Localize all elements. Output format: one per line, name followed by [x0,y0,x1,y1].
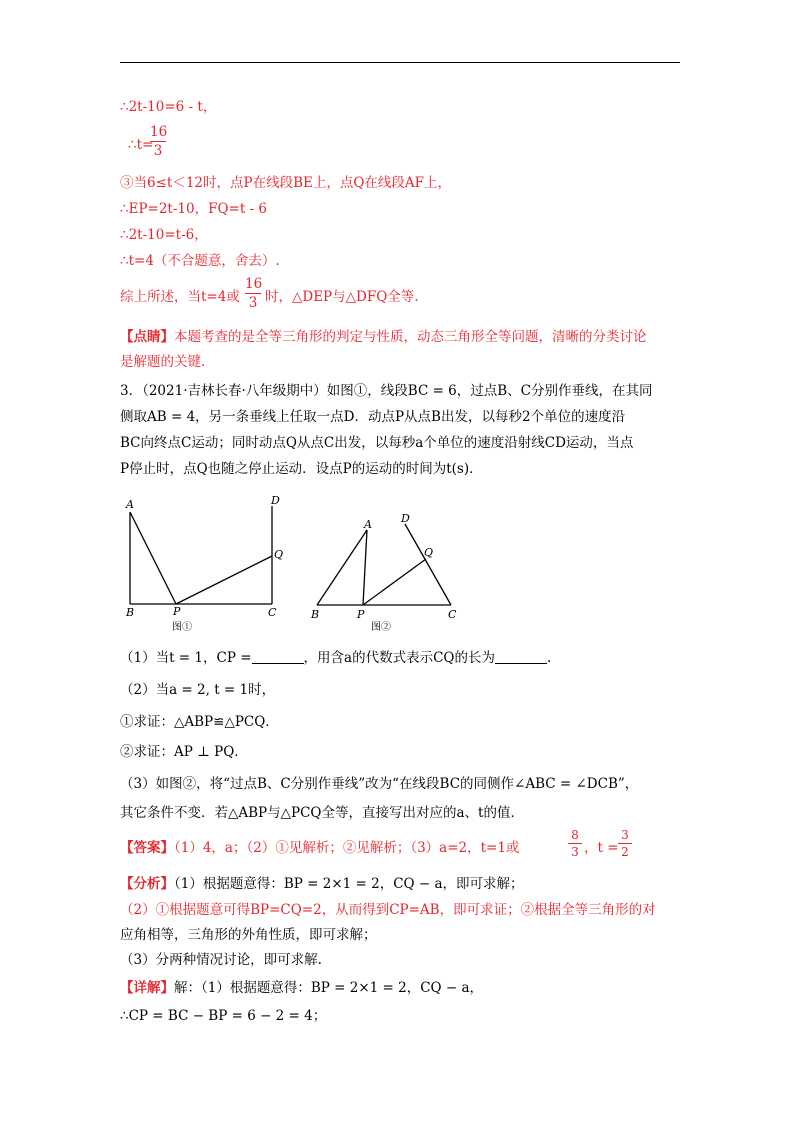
text-line: ∴t= [128,137,154,153]
question-2-1: ①求证：△ABP≌△PCQ． [120,714,279,730]
detail-tag: 【详解】 [120,980,174,996]
label-D: D [271,494,280,507]
text-line: ∴2t-10=6 - t， [120,99,217,115]
analysis-tag: 【分析】 [120,876,174,892]
text-line: ③当6≤t＜12时，点P在线段BE上，点Q在线段AF上， [120,175,452,191]
fraction: 8 3 [568,828,582,859]
answer-line: 【答案】（1）4，a；（2）①见解析；②见解析；（3）a=2，t=1或 [120,840,520,856]
analysis-line: （3）分两种情况讨论，即可求解. [120,952,322,968]
dianjing-tag: 【点睛】 [120,329,174,345]
figure-1-caption: 图① [172,622,192,633]
label-Q: Q [424,546,434,559]
text-line: ∴t=4（不合题意，舍去）. [120,253,280,269]
problem-line: 侧取AB = 4，另一条垂线上任取一点D．动点P从点B出发，以每秒2个单位的速度沿 [120,409,626,425]
label-A: A [126,498,134,511]
figure-1 [120,492,290,642]
label-C: C [448,608,457,621]
question-3: （3）如图②，将“过点B、C分别作垂线”改为“在线段BC的同侧作∠ABC = ∠DCB”， [120,776,639,792]
question-2: （2）当a = 2, t = 1时， [120,682,276,698]
label-P: P [173,605,181,618]
label-A: A [364,518,372,531]
text-line: 时，△DEP与△DFQ全等. [265,289,419,305]
text-line: 是解题的关键. [120,354,206,370]
question-3: 其它条件不变．若△ABP与△PCQ全等，直接写出对应的a、t的值． [120,805,524,821]
answer-blank [252,649,304,664]
figure-2 [305,506,475,636]
analysis-line: （2）①根据题意可得BP=CQ=2，从而得到CP=AB，即可求证；②根据全等三角形的对 [120,902,656,918]
figure-2-caption: 图② [371,622,391,633]
detail-line: 【详解】解：（1）根据题意得：BP = 2×1 = 2，CQ − a， [120,980,484,996]
text-line: ，t = [584,840,619,856]
text-line: 综上所述，当t=4或 [120,289,240,305]
problem-line: BC向终点C运动；同时动点Q从点C出发，以每秒a个单位的速度沿射线CD运动，当点 [120,435,634,451]
dianjing-line: 【点睛】本题考查的是全等三角形的判定与性质，动态三角形全等问题，清晰的分类讨论 [120,329,647,345]
fraction: 16 3 [245,276,263,311]
question-1: （1）当t = 1，CP = ，用含a的代数式表示CQ的长为 . [120,650,552,666]
problem-line: P停止时，点Q也随之停止运动．设点P的运动的时间为t(s)． [120,461,483,477]
detail-line: ∴CP = BC − BP = 6 − 2 = 4； [120,1008,327,1024]
text-line: ∴EP=2t-10，FQ=t - 6 [120,201,267,217]
answer-tag: 【答案】 [120,840,174,856]
label-B: B [311,608,320,621]
label-D: D [401,512,410,525]
problem-line: 3．（2021·吉林长春·八年级期中）如图①，线段BC = 6，过点B、C分别作垂线，在其同 [120,383,653,399]
label-P: P [357,608,365,621]
question-2-2: ②求证：AP ⊥ PQ． [120,744,248,760]
label-C: C [268,606,277,619]
label-B: B [126,606,135,619]
fraction: 3 2 [618,828,632,859]
fraction: 16 3 [150,124,168,159]
label-Q: Q [274,548,284,561]
header-rule [120,62,680,63]
answer-blank [495,649,547,664]
analysis-line: 【分析】（1）根据题意得：BP = 2×1 = 2，CQ − a，即可求解； [120,876,524,892]
analysis-line: 应角相等，三角形的外角性质，即可求解； [120,927,377,943]
text-line: ∴2t-10=t-6， [120,227,208,243]
